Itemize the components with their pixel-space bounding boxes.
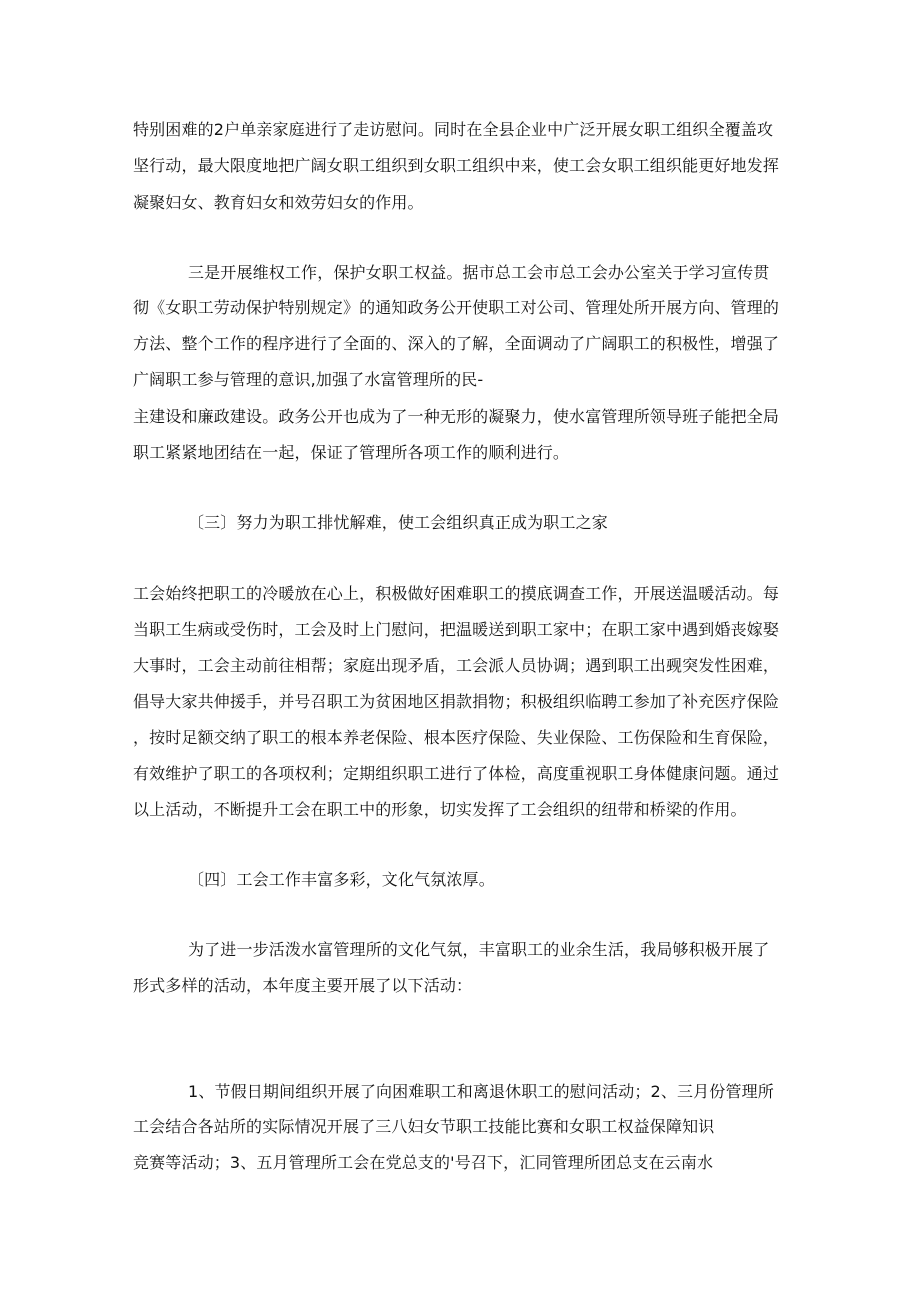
paragraph-1-line-3: 凝聚妇女、教育妇女和效劳妇女的作用。 (133, 193, 424, 212)
paragraph-3-line-7: 以上活动，不断提升工会在职工中的形象，切实发挥了工会组织的纽带和桥梁的作用。 (133, 800, 747, 819)
paragraph-1-line-2: 坚行动，最大限度地把广阔女职工组织到女职工组织中来，使工会女职工组织能更好地发挥 (133, 156, 780, 175)
paragraph-2-line-4: 广阔职工参与管理的意识,加强了水富管理所的民- (133, 370, 484, 389)
paragraph-5-line-1: 1、节假日期间组织开展了向困难职工和离退休职工的慰问活动；2、三月份管理所 (188, 1082, 774, 1101)
paragraph-3-line-6: 有效维护了职工的各项权利；定期组织职工进行了体检，高度重视职工身体健康问题。通过 (133, 764, 780, 783)
paragraph-5-line-3: 竞赛等活动；3、五月管理所工会在党总支的'号召下，汇同管理所团总支在云南水 (133, 1153, 714, 1172)
paragraph-3-line-2: 当职工生病或受伤时，工会及时上门慰问，把温暖送到职工家中；在职工家中遇到婚丧嫁娶 (133, 620, 780, 639)
paragraph-3-line-4: 倡导大家共伸援手，并号召职工为贫困地区捐款捐物；积极组织临聘工参加了补充医疗保险 (133, 692, 780, 711)
paragraph-5-line-2: 工会结合各站所的实际情况开展了三八妇女节职工技能比赛和女职工权益保障知识 (133, 1117, 715, 1136)
paragraph-2-line-6: 职工紧紧地团结在一起，保证了管理所各项工作的顺利进行。 (133, 443, 570, 462)
paragraph-2-line-3: 方法、整个工作的程序进行了全面的、深入的了解，全面调动了广阔职工的积极性，增强了 (133, 334, 780, 353)
paragraph-3-line-5: ，按时足额交纳了职工的根本养老保险、根本医疗保险、失业保险、工伤保险和生育保险， (133, 728, 780, 747)
paragraph-2-line-2: 彻《女职工劳动保护特别规定》的通知政务公开使职工对公司、管理处所开展方向、管理的 (133, 298, 780, 317)
paragraph-3-line-1: 工会始终把职工的冷暖放在心上，积极做好困难职工的摸底调查工作，开展送温暖活动。每 (133, 584, 780, 603)
section-heading-3: 〔三〕努力为职工排忧解难，使工会组织真正成为职工之家 (188, 513, 608, 532)
paragraph-2-line-1: 三是开展维权工作，保护女职工权益。据市总工会市总工会办公室关于学习宣传贯 (188, 263, 770, 282)
paragraph-4-line-1: 为了进一步活泼水富管理所的文化气氛，丰富职工的业余生活，我局够积极开展了 (188, 940, 770, 959)
section-heading-4: 〔四〕工会工作丰富多彩，文化气氛浓厚。 (188, 870, 495, 889)
paragraph-2-line-5: 主建设和廉政建设。政务公开也成为了一种无形的凝聚力，使水富管理所领导班子能把全局 (133, 407, 780, 426)
paragraph-3-line-3: 大事时，工会主动前往相帮；家庭出现矛盾，工会派人员协调；遇到职工出觋突发性困难， (133, 656, 780, 675)
paragraph-4-line-2: 形式多样的活动，本年度主要开展了以下活动： (133, 976, 473, 995)
paragraph-1-line-1: 特别困难的2户单亲家庭进行了走访慰问。同时在全县企业中广泛开展女职工组织全覆盖攻 (133, 120, 774, 139)
